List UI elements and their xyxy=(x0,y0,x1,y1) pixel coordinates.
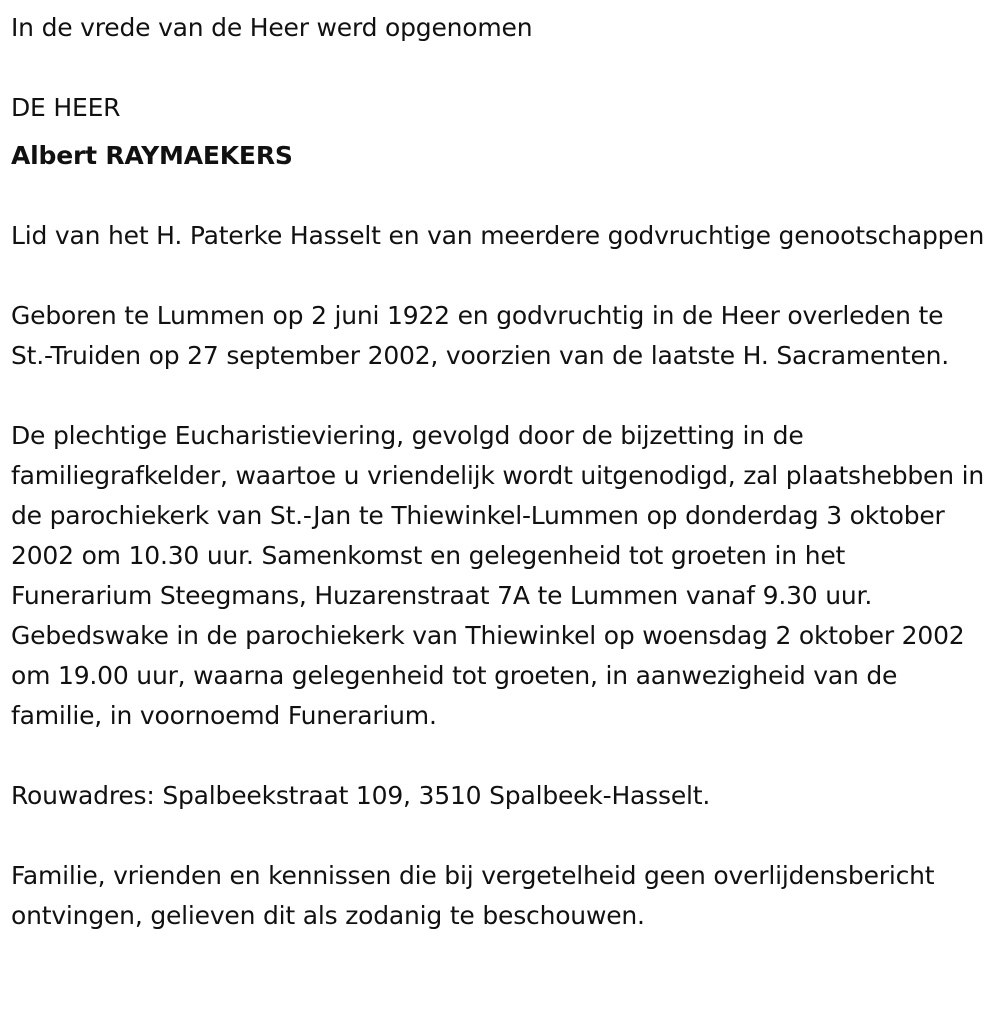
spacer xyxy=(11,128,990,136)
spacer xyxy=(11,176,990,216)
address-paragraph: Rouwadres: Spalbeekstraat 109, 3510 Spalbeek-Hasselt. xyxy=(11,781,711,810)
spacer xyxy=(11,48,990,88)
spacer xyxy=(11,816,990,856)
intro-line: In de vrede van de Heer werd opgenomen xyxy=(11,13,533,42)
service-paragraph: De plechtige Eucharistieviering, gevolgd door de bijzetting in de familiegrafkelder, waartoe u vriendelijk wordt uitgenodigd, zal plaatshebben in de parochiekerk van St.-Jan te Thiewinkel-Lummen op donderdag 3 oktober 2002 om 10.30 uur. Samenkomst en gelegenheid tot groeten in het Funerarium Steegmans, Huzarenstraat 7A te Lummen vanaf 9.30 uur. Gebedswake in de parochiekerk van Thiewinkel op woensdag 2 oktober 2002 om 19.00 uur, waarna gelegenheid tot groeten, in aanwezigheid van de familie, in voornoemd Funerarium. xyxy=(11,421,985,730)
spacer xyxy=(11,256,990,296)
spacer xyxy=(11,736,990,776)
deceased-name: Albert RAYMAEKERS xyxy=(11,141,293,170)
closing-paragraph: Familie, vrienden en kennissen die bij vergetelheid geen overlijdensbericht ontvingen, gelieven dit als zodanig te beschouwen. xyxy=(11,861,935,930)
birth-death-paragraph: Geboren te Lummen op 2 juni 1922 en godvruchtig in de Heer overleden te St.-Truiden op 27 september 2002, voorzien van de laatste H. Sacramenten. xyxy=(11,301,950,370)
spacer xyxy=(11,376,990,416)
honorific: DE HEER xyxy=(11,93,121,122)
membership-paragraph: Lid van het H. Paterke Hasselt en van meerdere godvruchtige genootschappen xyxy=(11,221,985,250)
